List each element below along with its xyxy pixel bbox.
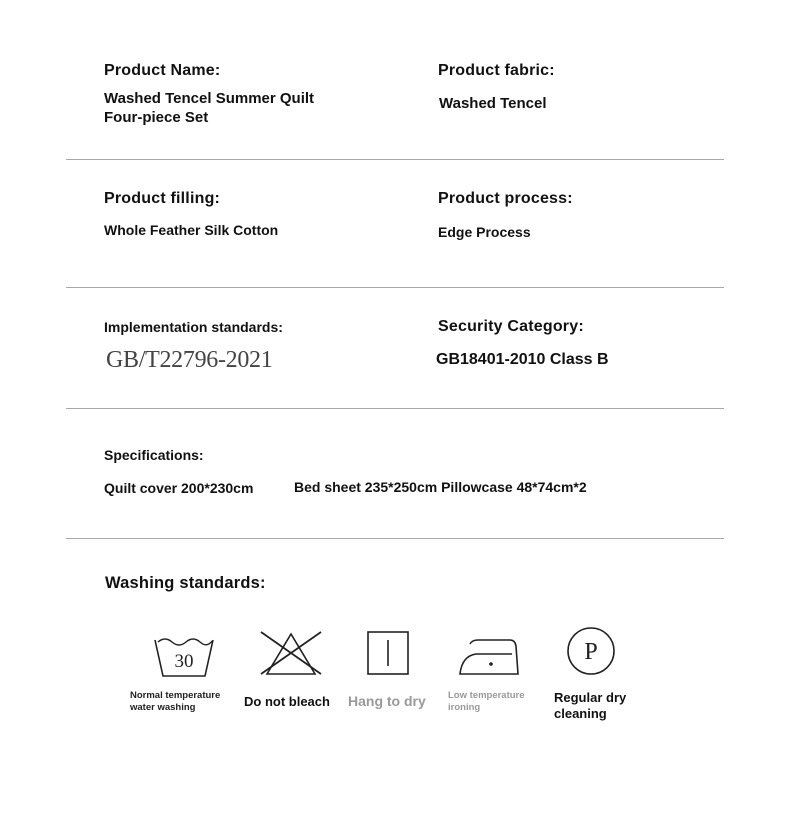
dry-clean-p-icon: [566, 626, 616, 676]
product-process-value: Edge Process: [438, 224, 531, 240]
no-bleach-icon: [259, 630, 323, 676]
product-name-line2: Four-piece Set: [104, 109, 209, 126]
care-caption-wash: [130, 690, 220, 714]
divider: [66, 159, 724, 160]
product-filling-label: Product filling:: [104, 190, 221, 207]
care-caption-dry-clean-line2: cleaning: [554, 706, 607, 721]
product-fabric-value: Washed Tencel: [439, 95, 547, 112]
washing-standards-label: Washing standards:: [105, 574, 266, 592]
care-caption-wash-line1: Normal temperature: [130, 690, 221, 701]
care-caption-dry-clean: [554, 690, 626, 722]
quilt-cover-spec: Quilt cover 200*230cm: [104, 480, 254, 496]
product-name-line1: Washed Tencel Summer Quilt: [104, 90, 315, 107]
low-iron-icon: [458, 634, 520, 676]
care-caption-wash-line2: water washing: [130, 702, 196, 713]
security-value: GB18401-2010 Class B: [436, 351, 609, 368]
specifications-label: Specifications:: [104, 447, 204, 463]
product-fabric-label: Product fabric:: [438, 62, 555, 79]
security-label: Security Category:: [438, 318, 584, 335]
wash-30-icon: [152, 632, 216, 678]
care-caption-iron-line1: Low temperature: [448, 690, 525, 701]
implementation-value: GB/T22796-2021: [106, 347, 273, 373]
divider: [66, 538, 724, 539]
product-filling-value: Whole Feather Silk Cotton: [104, 222, 279, 238]
care-caption-iron: [448, 690, 525, 714]
bed-sheet-spec: Bed sheet 235*250cm Pillowcase 48*74cm*2: [294, 479, 587, 495]
hang-dry-icon: [366, 630, 410, 676]
implementation-label: Implementation standards:: [104, 319, 283, 335]
care-caption-dry-clean-line1: Regular dry: [554, 690, 627, 705]
divider: [66, 408, 724, 409]
wash-temp-text: 30: [174, 651, 194, 672]
dry-clean-letter: P: [584, 639, 598, 665]
product-name-value: [104, 89, 314, 127]
product-name-label: Product Name:: [104, 62, 221, 79]
divider: [66, 287, 724, 288]
care-caption-hang: Hang to dry: [348, 693, 426, 709]
care-caption-bleach: Do not bleach: [244, 694, 330, 709]
care-caption-iron-line2: ironing: [448, 702, 481, 713]
product-process-label: Product process:: [438, 190, 573, 207]
